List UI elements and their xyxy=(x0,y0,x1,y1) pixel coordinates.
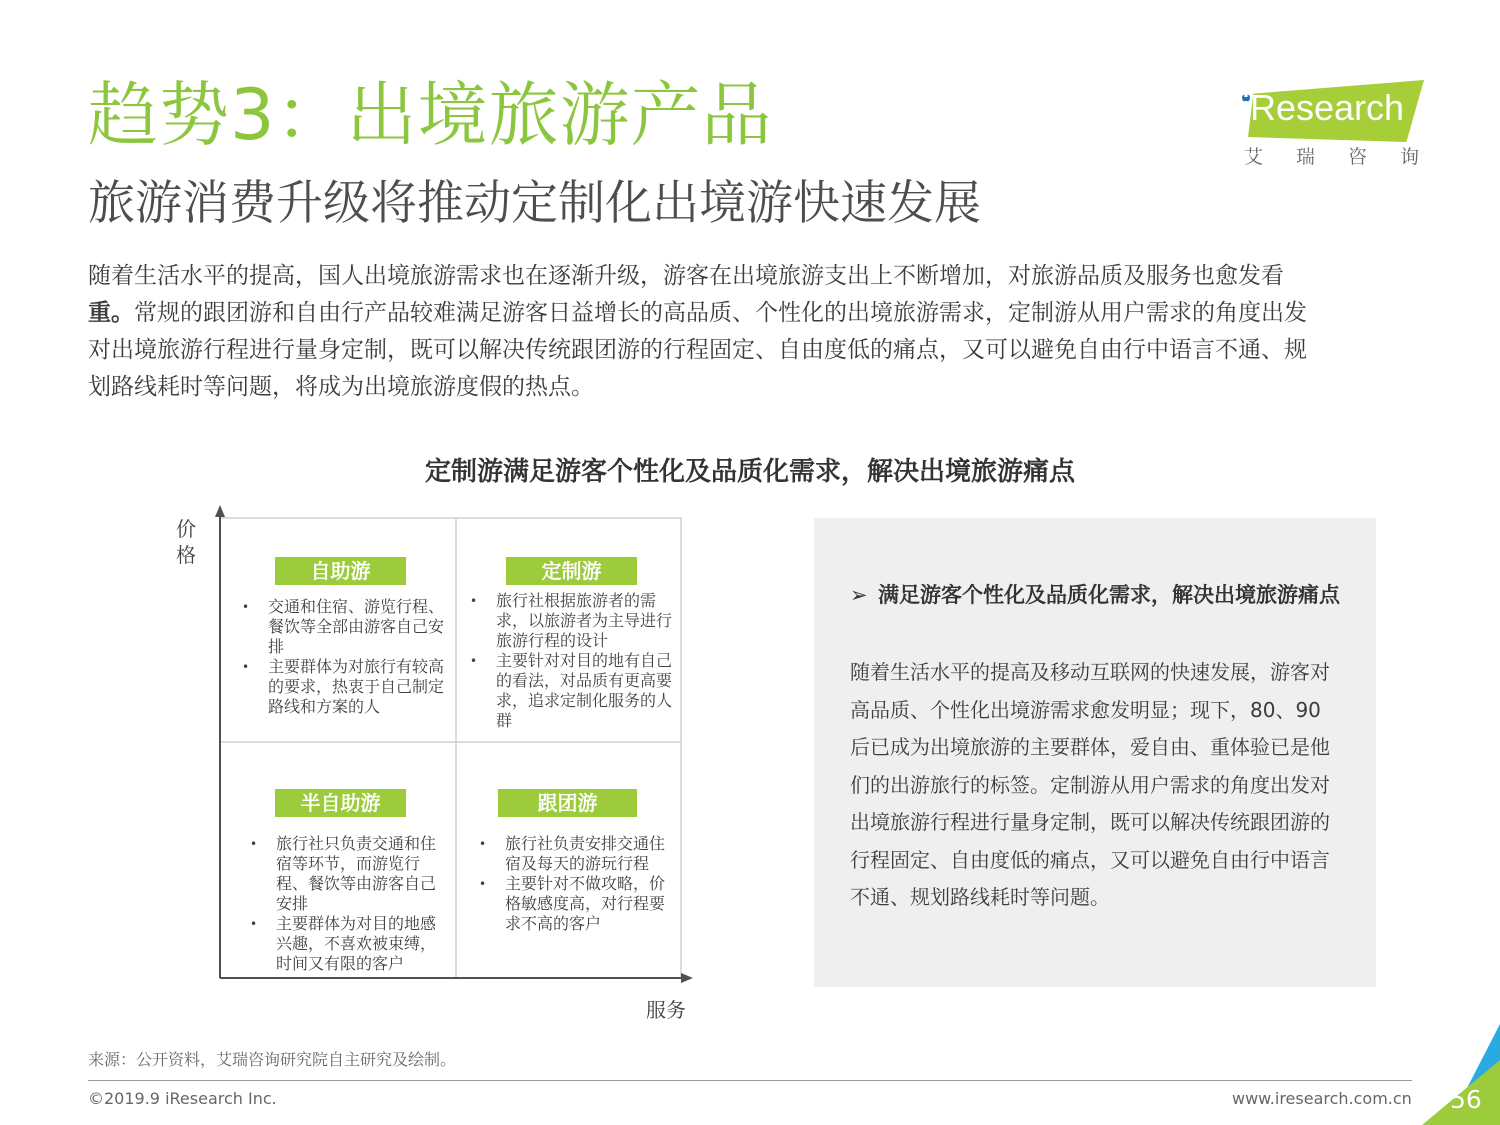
logo-wordmark: iResearch xyxy=(1242,87,1405,128)
website-link[interactable]: www.iresearch.com.cn xyxy=(1232,1089,1412,1108)
footer-divider xyxy=(88,1080,1412,1081)
panel-heading xyxy=(850,574,1350,616)
list-item: • 旅行社根据旅游者的需求，以旅游者为主导进行旅游行程的设计 xyxy=(466,591,674,651)
intro-line-1: 随着生活水平的提高，国人出境旅游需求也在逐渐升级，游客在出境旅游支出上不断增加，对旅游品质及服务也愈发看 xyxy=(88,263,1284,289)
copyright: ©2019.9 iResearch Inc. xyxy=(88,1089,277,1108)
logo-tagline: 艾瑞咨询 xyxy=(1244,146,1453,168)
list-item: • 主要针对不做攻略，价格敏感度高，对行程要求不高的客户 xyxy=(475,874,679,934)
x-axis-arrow-icon xyxy=(681,973,693,983)
quadrant-list-self-guided xyxy=(238,597,448,717)
quadrant-list-group-tour xyxy=(475,834,679,934)
intro-line-2-bold: 重。 xyxy=(88,300,134,326)
intro-line-3: 对出境旅游行程进行量身定制，既可以解决传统跟团游的行程固定、自由度低的痛点，又可以避免自由行中语言不通、规 xyxy=(88,337,1307,363)
list-item: • 主要群体为对旅行有较高的要求，热衷于自己制定路线和方案的人 xyxy=(238,657,448,717)
list-item: • 主要群体为对目的地感兴趣，不喜欢被束缚，时间又有限的客户 xyxy=(246,914,450,974)
list-item: • 主要针对对目的地有自己的看法，对品质有更高要求，追求定制化服务的人群 xyxy=(466,651,674,731)
quadrant-tag-group-tour: 跟团游 xyxy=(498,789,637,817)
intro-line-2-text: 常规的跟团游和自由行产品较难满足游客日益增长的高品质、个性化的出境旅游需求，定制游从用户需求的角度出发 xyxy=(134,300,1307,326)
chart-title: 定制游满足游客个性化及品质化需求，解决出境旅游痛点 xyxy=(424,457,1075,487)
y-axis-arrow-icon xyxy=(215,505,225,517)
quadrant-list-semi-guided xyxy=(246,834,450,974)
quadrant-tag-semi-guided: 半自助游 xyxy=(275,789,406,817)
list-item: • 旅行社只负责交通和住宿等环节，而游览行程、餐饮等由游客自己安排 xyxy=(246,834,450,914)
source-note: 来源：公开资料，艾瑞咨询研究院自主研究及绘制。 xyxy=(88,1050,457,1069)
arrow-bullet-icon: ➢ xyxy=(850,583,868,607)
page-subtitle: 旅游消费升级将推动定制化出境游快速发展 xyxy=(88,176,981,231)
intro-line-4: 划路线耗时等问题，将成为出境旅游度假的热点。 xyxy=(88,374,594,400)
insight-panel xyxy=(814,518,1376,987)
list-item: • 旅行社负责安排交通住宿及每天的游玩行程 xyxy=(475,834,679,874)
page-title: 趋势3：出境旅游产品 xyxy=(88,74,773,156)
y-axis-label: 价格 xyxy=(176,517,196,567)
quadrant-tag-custom: 定制游 xyxy=(506,557,637,585)
x-axis-label: 服务 xyxy=(646,998,686,1022)
list-item: • 交通和住宿、游览行程、餐饮等全部由游客自己安排 xyxy=(238,597,448,657)
quadrant-tag-self-guided: 自助游 xyxy=(275,557,406,585)
page-number: 56 xyxy=(1450,1085,1482,1114)
quadrant-list-custom xyxy=(466,591,674,731)
panel-heading-text: 满足游客个性化及品质化需求，解决出境旅游痛点 xyxy=(878,583,1340,607)
panel-body: 随着生活水平的提高及移动互联网的快速发展，游客对高品质、个性化出境游需求愈发明显；现下，80、90后已成为出境旅游的主要群体，爱自由、重体验已是他们的出游旅行的标签。定制游从用户需求的角度出发对出境旅游行程进行量身定制，既可以解决传统跟团游的行程固定、自由度低的痛点，又可以避免自由行中语言不通、规划路线耗时等问题。 xyxy=(850,660,1330,909)
